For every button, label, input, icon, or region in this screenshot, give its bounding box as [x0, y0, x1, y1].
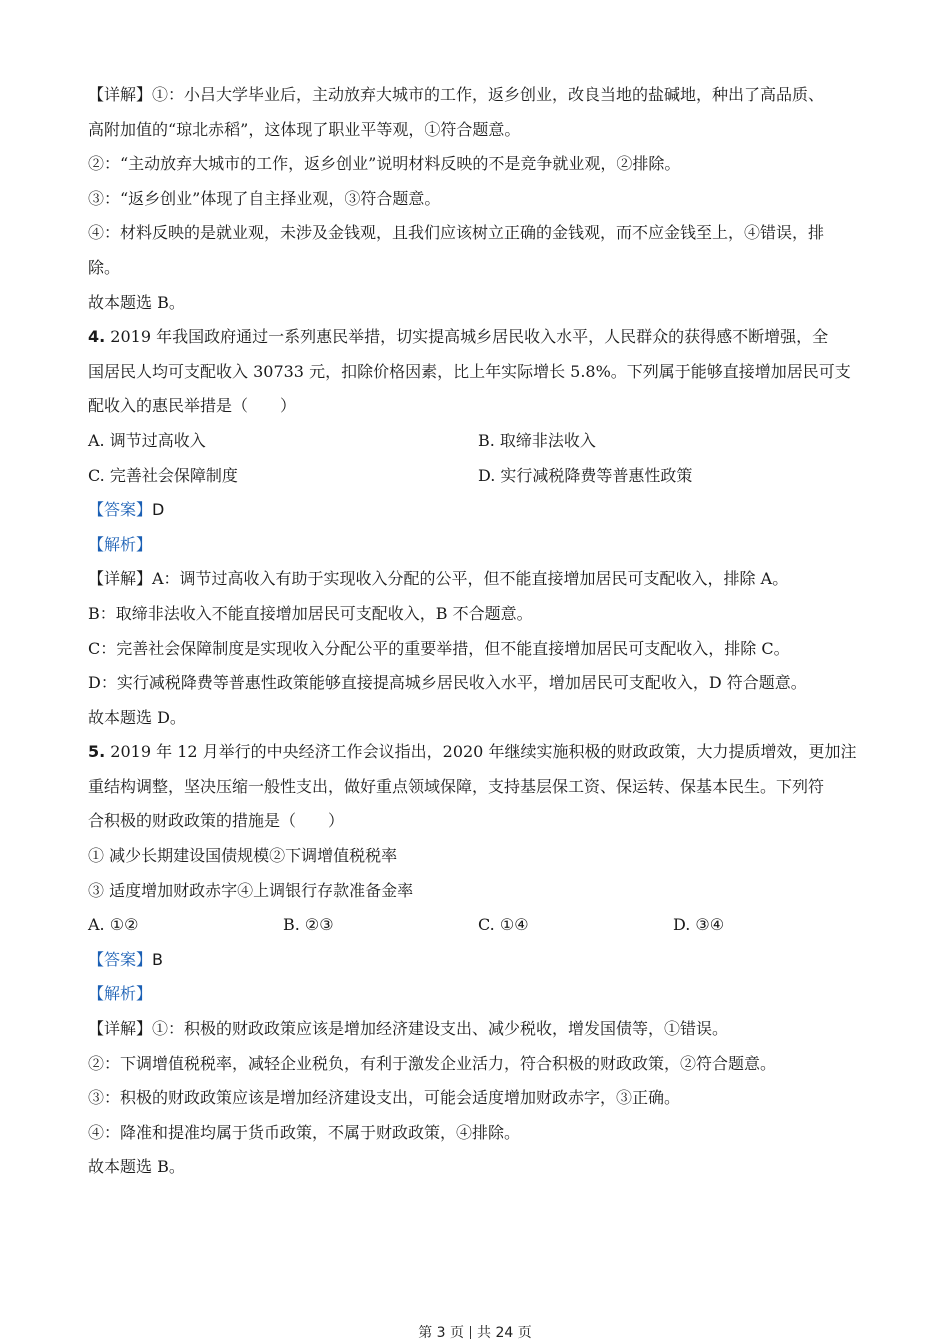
q5-option-b: B. ②③	[283, 915, 334, 935]
q5-detail-line: ②：下调增值税税率，减轻企业税负，有利于激发企业活力，符合积极的财政政策，②符合题意。	[88, 1053, 777, 1073]
q4-option-c: C. 完善社会保障制度	[88, 465, 238, 485]
q5-option-a: A. ①②	[88, 915, 139, 935]
q3-conclusion: 故本题选 B。	[88, 292, 185, 312]
answer-tag: 【答案】	[88, 949, 153, 969]
q4-stem-line: 国居民人均可支配收入 30733 元，扣除价格因素，比上年实际增长 5.8%。下列属于能够直接增加居民可支	[88, 361, 851, 381]
q4-options-row	[88, 424, 868, 459]
page-number: 3	[436, 1325, 446, 1341]
q4-detail-line: B：取缔非法收入不能直接增加居民可支配收入，B 不合题意。	[88, 603, 533, 623]
q4-stem-text: 2019 年我国政府通过一系列惠民举措，切实提高城乡居民收入水平，人民群众的获得感不断增强，全	[105, 327, 829, 347]
q4-number: 4.	[88, 327, 106, 347]
q5-detail-line: ③：积极的财政政策应该是增加经济建设支出，可能会适度增加财政赤字，③正确。	[88, 1088, 681, 1108]
q4-option-a: A. 调节过高收入	[88, 430, 206, 450]
q5-item-line: ① 减少长期建设国债规模②下调增值税税率	[88, 846, 398, 866]
q5-stem-line: 重结构调整，坚决压缩一般性支出，做好重点领域保障，支持基层保工资、保运转、保基本民生。下列符	[88, 776, 825, 796]
q5-option-c: C. ①④	[478, 915, 529, 935]
q4-detail-line: C：完善社会保障制度是实现收入分配公平的重要举措，但不能直接增加居民可支配收入，排除 C。	[88, 638, 790, 658]
q4-analysis	[88, 528, 868, 563]
q5-stem-line: 合积极的财政政策的措施是（ ）	[88, 811, 345, 831]
q5-answer-value: B	[152, 949, 163, 969]
q5-analysis	[88, 977, 868, 1012]
q5-answer	[88, 943, 868, 978]
q5-conclusion: 故本题选 B。	[88, 1157, 185, 1177]
q3-detail-line: 【详解】①：小吕大学毕业后，主动放弃大城市的工作，返乡创业，改良当地的盐碱地，种出了高品质、	[88, 85, 825, 104]
footer-divider	[470, 1326, 471, 1339]
page-label-suffix: 页	[445, 1325, 465, 1341]
q5-options-row	[88, 908, 868, 943]
answer-tag: 【答案】	[88, 500, 153, 520]
q4-detail-line: 【详解】A：调节过高收入有助于实现收入分配的公平，但不能直接增加居民可支配收入，排除 A。	[88, 569, 789, 589]
total-label-prefix: 共	[477, 1325, 496, 1341]
total-pages: 24	[495, 1325, 514, 1341]
q3-detail-line: ②：“主动放弃大城市的工作，返乡创业”说明材料反映的不是竞争就业观，②排除。	[88, 154, 681, 174]
q5-option-d: D. ③④	[673, 915, 725, 935]
q4-answer	[88, 493, 868, 528]
q4-option-b: B. 取缔非法收入	[478, 430, 596, 450]
q3-detail-line: 除。	[88, 257, 121, 277]
q4-stem	[88, 320, 868, 355]
q5-number: 5.	[88, 742, 106, 762]
analysis-tag: 【解析】	[88, 984, 153, 1004]
q5-stem-text: 2019 年 12 月举行的中央经济工作会议指出，2020 年继续实施积极的财政政策，大力提质增效，更加注	[105, 742, 857, 762]
q4-conclusion: 故本题选 D。	[88, 707, 186, 727]
q3-detail-line: 高附加值的“琼北赤稻”，这体现了职业平等观，①符合题意。	[88, 119, 521, 139]
total-label-suffix: 页	[513, 1325, 532, 1341]
q4-stem-line: 配收入的惠民举措是（ ）	[88, 396, 297, 416]
q5-detail-line: ④：降准和提准均属于货币政策，不属于财政政策，④排除。	[88, 1122, 521, 1142]
page-footer	[0, 1322, 950, 1342]
page-label-prefix: 第	[418, 1325, 437, 1341]
q4-options-row	[88, 459, 868, 494]
q3-detail-line: ③：“返乡创业”体现了自主择业观，③符合题意。	[88, 188, 441, 208]
q4-answer-value: D	[152, 500, 165, 520]
q5-detail-line: 【详解】①：积极的财政政策应该是增加经济建设支出、减少税收，增发国债等，①错误。	[88, 1019, 729, 1039]
page-content	[88, 78, 868, 1185]
q4-option-d: D. 实行减税降费等普惠性政策	[478, 465, 693, 485]
q4-detail-line: D：实行减税降费等普惠性政策能够直接提高城乡居民收入水平，增加居民可支配收入，D 符合题意。	[88, 673, 807, 693]
q5-stem	[88, 735, 868, 770]
q5-item-line: ③ 适度增加财政赤字④上调银行存款准备金率	[88, 880, 414, 900]
analysis-tag: 【解析】	[88, 534, 153, 554]
q3-detail-line: ④：材料反映的是就业观，未涉及金钱观，且我们应该树立正确的金钱观，而不应金钱至上，④错误，排	[88, 223, 825, 243]
